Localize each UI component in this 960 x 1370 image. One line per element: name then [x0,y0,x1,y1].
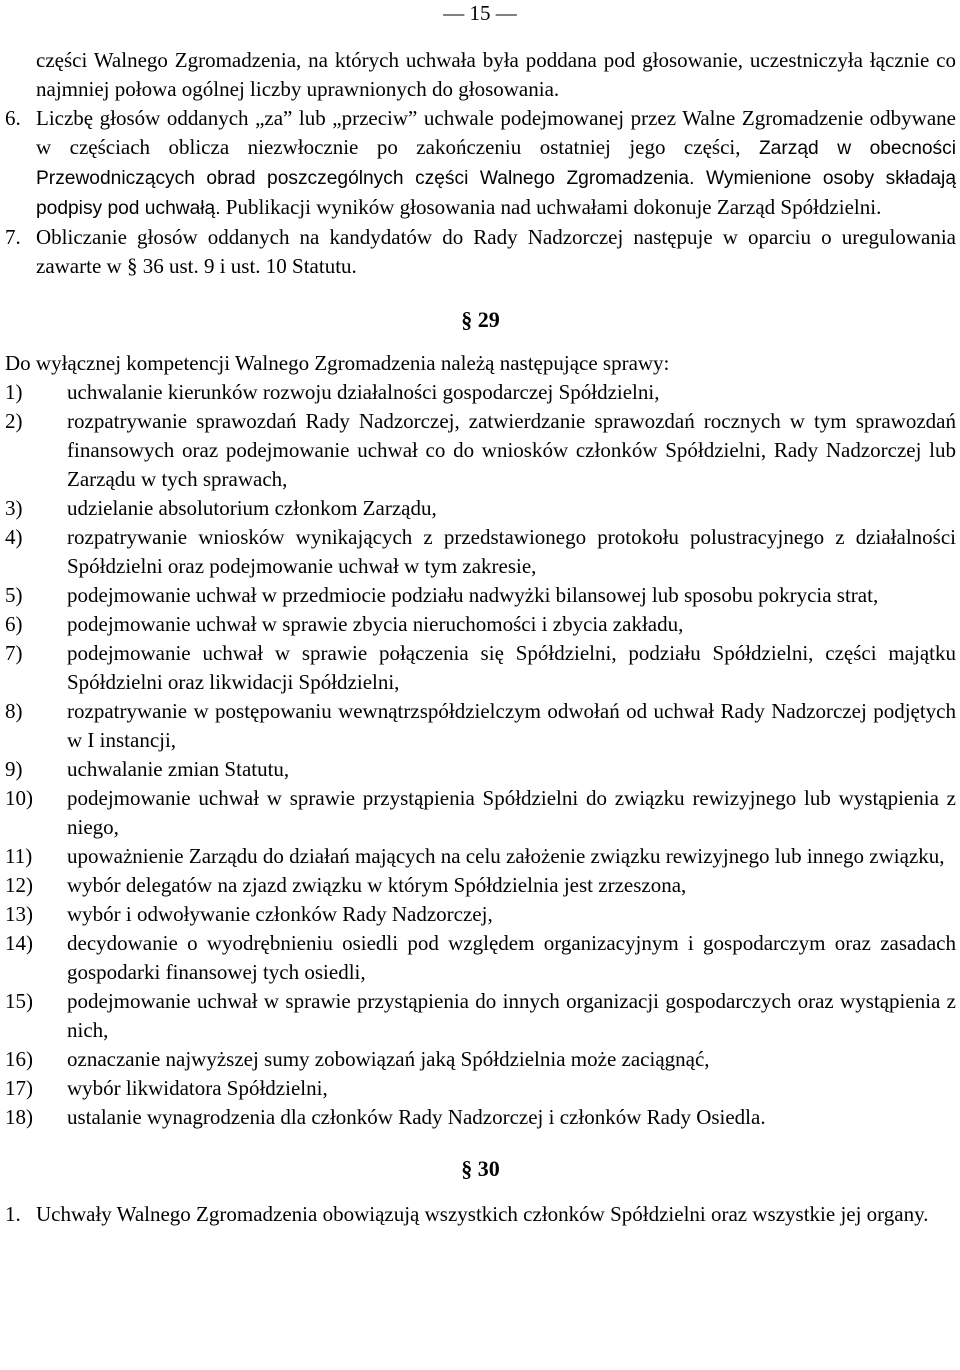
list-item-text: podejmowanie uchwał w sprawie zbycia nieruchomości i zbycia zakładu, [67,612,684,636]
section-29-list [5,378,956,1132]
list-item [5,523,956,581]
list-item-text: decydowanie o wyodrębnieniu osiedli pod względem organizacyjnym i gospodarczym oraz zasadach gospodarki finansowej tych osiedli, [67,931,956,984]
list-item-text: wybór likwidatora Spółdzielni, [67,1076,328,1100]
list-item [5,900,956,929]
list-item-text: Uchwały Walnego Zgromadzenia obowiązują wszystkich członków Spółdzielni oraz wszystkie jej organy. [36,1202,929,1226]
list-item-text: rozpatrywanie w postępowaniu wewnątrzspółdzielczym odwołań od uchwał Rady Nadzorczej podjętych w I instancji, [67,699,956,752]
list-item [5,494,956,523]
list-item [5,929,956,987]
list-item [5,871,956,900]
list-item [5,697,956,755]
list-item-text: podejmowanie uchwał w sprawie połączenia się Spółdzielni, podziału Spółdzielni, części majątku Spółdzielni oraz likwidacji Spółdzielni, [67,641,956,694]
list-item-number: 5) [5,583,23,607]
list-item-text: upoważnienie Zarządu do działań mających na celu założenie związku rewizyjnego lub innego związku, [67,844,945,868]
list-item-number: 2) [5,409,23,433]
section-30-list [5,1200,956,1229]
list-item-number: 7) [5,641,23,665]
list-item-text: uchwalanie zmian Statutu, [67,757,290,781]
list-item [5,842,956,871]
list-item [5,755,956,784]
item-text-sans: Zarząd w obecności Przewodniczących obrad poszczególnych części Walnego Zgromadzenia. Wymienione osoby składają podpisy pod uchwałą. [36,138,956,219]
list-item-text: ustalanie wynagrodzenia dla członków Rady Nadzorczej i członków Rady Osiedla. [67,1105,766,1129]
list-item-text: rozpatrywanie wniosków wynikających z przedstawionego protokołu polustracyjnego z działalności Spółdzielni oraz podejmowanie uchwał w tym zakresie, [67,525,956,578]
section-heading-30: § 30 [461,1156,500,1181]
section-29-intro: Do wyłącznej kompetencji Walnego Zgromadzenia należą następujące sprawy: [5,351,670,375]
list-item-number: 13) [5,902,33,926]
list-item-number: 15) [5,989,33,1013]
item-text-serif: Liczbę głosów oddanych „za” lub „przeciw” uchwale podejmowanej przez Walne Zgromadzenie odbywane w częściach oblicza niezwłocznie po zakończeniu ostatniej jego części, [36,106,956,159]
list-item [5,581,956,610]
page-number: — 15 — [443,1,517,25]
list-item-number: 8) [5,699,23,723]
list-item-number: 16) [5,1047,33,1071]
list-item [5,987,956,1045]
list-item-number: 17) [5,1076,33,1100]
list-item-text: udzielanie absolutorium członkom Zarządu, [67,496,437,520]
list-item-number: 1) [5,380,23,404]
list-item-text: rozpatrywanie sprawozdań Rady Nadzorczej, zatwierdzanie sprawozdań rocznych w tym sprawozdań finansowych oraz podejmowanie uchwał co do wniosków członków Spółdzielni, Rady Nadzorczej lub Zarządu w tych sprawach, [67,409,956,491]
list-item-number: 12) [5,873,33,897]
list-item [5,1200,956,1229]
list-item-number: 18) [5,1105,33,1129]
list-item [5,610,956,639]
list-item-number: 11) [5,844,33,868]
list-item [5,784,956,842]
list-item-text: uchwalanie kierunków rozwoju działalności gospodarczej Spółdzielni, [67,380,660,404]
continuation-paragraph: części Walnego Zgromadzenia, na których uchwała była poddana pod głosowanie, uczestniczyła łącznie co najmniej połowa ogólnej liczby uprawnionych do głosowania. [36,48,956,101]
list-item-number: 6) [5,612,23,636]
list-item [5,378,956,407]
list-item-number: 4) [5,525,23,549]
list-item [5,407,956,494]
list-item-text: wybór i odwoływanie członków Rady Nadzorczej, [67,902,493,926]
list-item [5,1074,956,1103]
list-item [5,1103,956,1132]
list-item [5,639,956,697]
item-number: 6. [5,106,21,130]
list-item-number: 1. [5,1202,21,1226]
list-item-text: podejmowanie uchwał w sprawie przystąpienia Spółdzielni do związku rewizyjnego lub wystąpienia z niego, [67,786,956,839]
list-item-number: 9) [5,757,23,781]
section-heading-29: § 29 [461,307,500,332]
list-item-number: 3) [5,496,23,520]
paragraph-item-6 [5,104,956,223]
paragraph-item-7 [5,223,956,281]
item-number: 7. [5,225,21,249]
list-item-text: oznaczanie najwyższej sumy zobowiązań jaką Spółdzielnia może zaciągnąć, [67,1047,710,1071]
list-item-text: wybór delegatów na zjazd związku w którym Spółdzielnia jest zrzeszona, [67,873,687,897]
list-item-text: podejmowanie uchwał w przedmiocie podziału nadwyżki bilansowej lub sposobu pokrycia strat, [67,583,879,607]
list-item-number: 14) [5,931,33,955]
item-text [36,104,956,223]
document-body [5,46,956,1229]
list-item-number: 10) [5,786,33,810]
item-text: Obliczanie głosów oddanych na kandydatów do Rady Nadzorczej następuje w oparciu o uregulowania zawarte w § 36 ust. 9 i ust. 10 Statutu. [36,225,956,278]
item-text-serif-end: Publikacji wyników głosowania nad uchwałami dokonuje Zarząd Spółdzielni. [220,195,882,219]
list-item-text: podejmowanie uchwał w sprawie przystąpienia do innych organizacji gospodarczych oraz wystąpienia z nich, [67,989,956,1042]
list-item [5,1045,956,1074]
